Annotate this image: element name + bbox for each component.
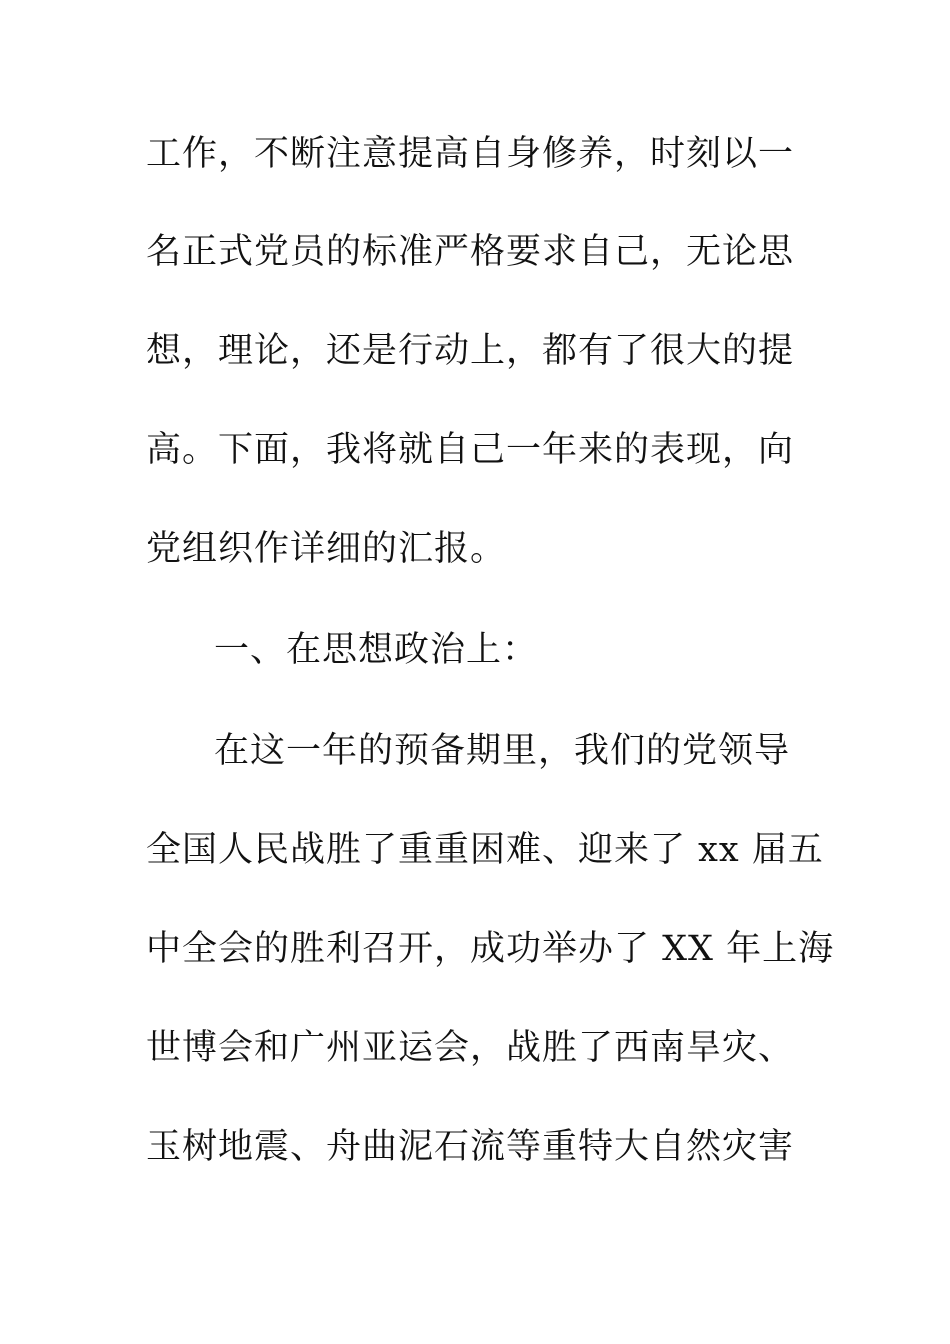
paragraph-line: 中全会的胜利召开，成功举办了 XX 年上海 (146, 929, 835, 969)
paragraph-line: 党组织作详细的汇报。 (146, 529, 507, 569)
paragraph-line: 玉树地震、舟曲泥石流等重特大自然灾害 (146, 1127, 795, 1167)
section-heading: 一、在思想政治上： (214, 630, 539, 670)
paragraph-line: 想，理论，还是行动上，都有了很大的提 (146, 331, 795, 371)
paragraph-line: 高。下面，我将就自己一年来的表现，向 (146, 430, 795, 470)
paragraph-line: 世博会和广州亚运会，战胜了西南旱灾、 (146, 1028, 795, 1068)
paragraph-line: 在这一年的预备期里，我们的党领导 (214, 731, 791, 771)
paragraph-line: 工作，不断注意提高自身修养，时刻以一 (146, 134, 795, 174)
paragraph-line: 名正式党员的标准严格要求自己，无论思 (146, 232, 795, 272)
paragraph-line: 全国人民战胜了重重困难、迎来了 xx 届五 (146, 830, 824, 870)
